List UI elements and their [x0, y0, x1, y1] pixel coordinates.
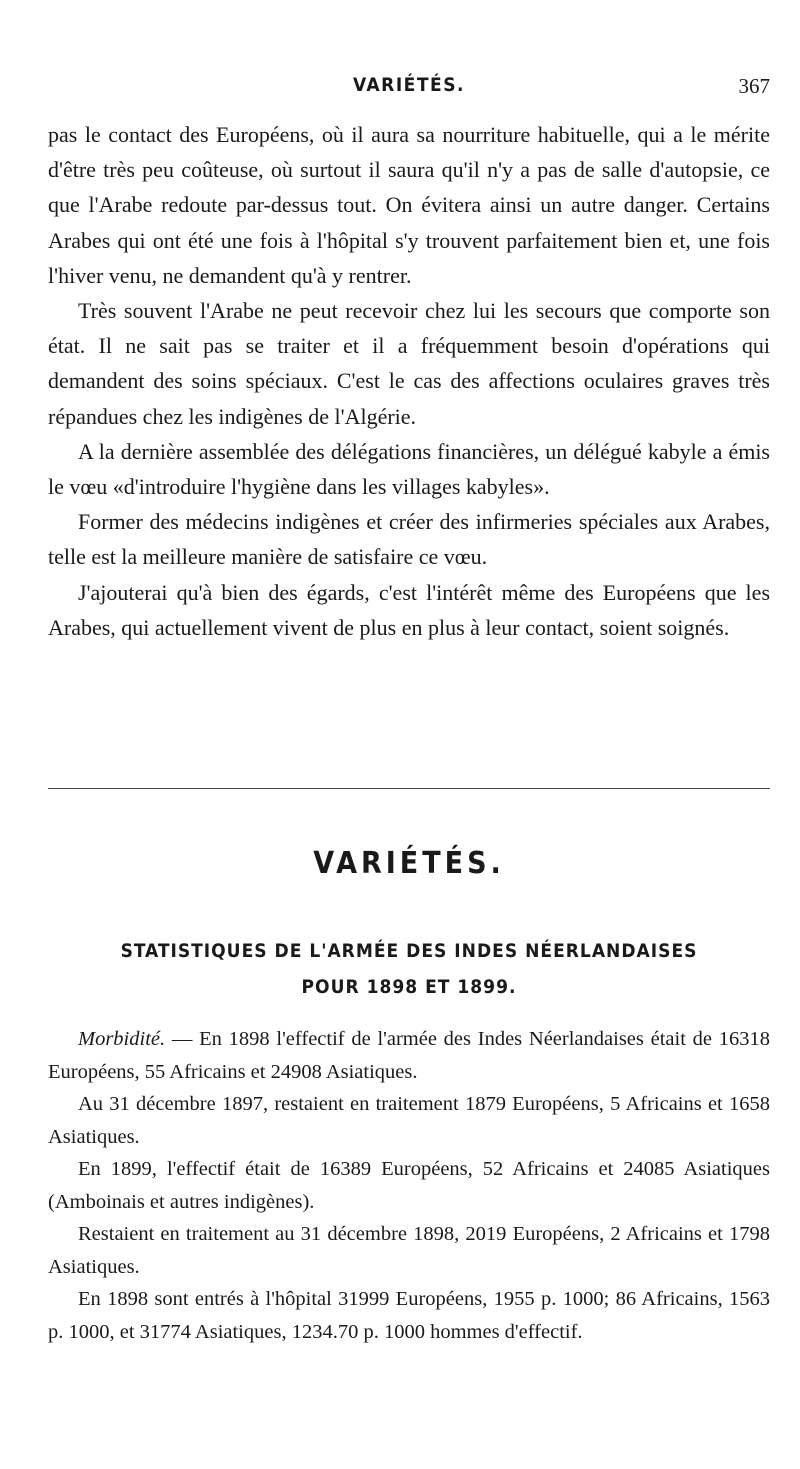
running-title: VARIÉTÉS.: [352, 74, 466, 96]
statistics-paragraph: En 1898 sont entrés à l'hôpital 31999 Européens, 1955 p. 1000; 86 Africains, 1563 p. 1000, et 31774 Asiatiques, 1234.70 p. 1000 hommes d'effectif.: [48, 1288, 770, 1343]
run-in-heading: Morbidité.: [78, 1028, 166, 1050]
body-text: [48, 117, 770, 645]
statistics-text: [48, 1023, 770, 1348]
statistics-paragraph: Restaient en traitement au 31 décembre 1898, 2019 Européens, 2 Africains et 1798 Asiatiques.: [48, 1223, 770, 1278]
running-head: [48, 74, 770, 102]
article-title-line: STATISTIQUES DE L'ARMÉE DES INDES NÉERLANDAISES: [120, 940, 698, 962]
article-title: [48, 933, 770, 1005]
paragraph: Très souvent l'Arabe ne peut recevoir chez lui les secours que comporte son état. Il ne sait pas se traiter et il a fréquemment besoin d'opérations qui demandent des soins spéciaux. C'est le cas des affections oculaires graves très répandues chez les indigènes de l'Algérie.: [48, 298, 770, 429]
page-number: 367: [738, 74, 770, 98]
article-title-line: POUR 1898 ET 1899.: [301, 976, 517, 998]
statistics-paragraph: En 1899, l'effectif était de 16389 Européens, 52 Africains et 24085 Asiatiques (Amboinais et autres indigènes).: [48, 1158, 770, 1213]
paragraph: pas le contact des Européens, où il aura sa nourriture habituelle, qui a le mérite d'être très peu coûteuse, où surtout il saura qu'il n'y a pas de salle d'autopsie, ce que l'Arabe redoute par-dessus tout. On évitera ainsi un autre danger. Certains Arabes qui ont été une fois à l'hôpital s'y trouvent parfaitement bien et, une fois l'hiver venu, ne demandent qu'à y rentrer.: [48, 122, 770, 288]
statistics-paragraph: Au 31 décembre 1897, restaient en traitement 1879 Européens, 5 Africains et 1658 Asiatiques.: [48, 1093, 770, 1148]
section-title: VARIÉTÉS.: [313, 846, 505, 881]
paragraph: A la dernière assemblée des délégations financières, un délégué kabyle a émis le vœu «d'introduire l'hygiène dans les villages kabyles».: [48, 438, 770, 500]
paragraph: J'ajouterai qu'à bien des égards, c'est l'intérêt même des Européens que les Arabes, qui actuellement vivent de plus en plus à leur contact, soient soignés.: [48, 579, 770, 640]
statistics-paragraph: [48, 1023, 770, 1088]
paragraph: Former des médecins indigènes et créer des infirmeries spéciales aux Arabes, telle est la meilleure manière de satisfaire ce vœu.: [48, 509, 770, 570]
separator-rule: [48, 788, 770, 789]
statistics-sentence: — En 1898 l'effectif de l'armée des Indes Néerlandaises était de 16318 Européens, 55 Africains et 24908 Asiatiques.: [48, 1028, 771, 1083]
